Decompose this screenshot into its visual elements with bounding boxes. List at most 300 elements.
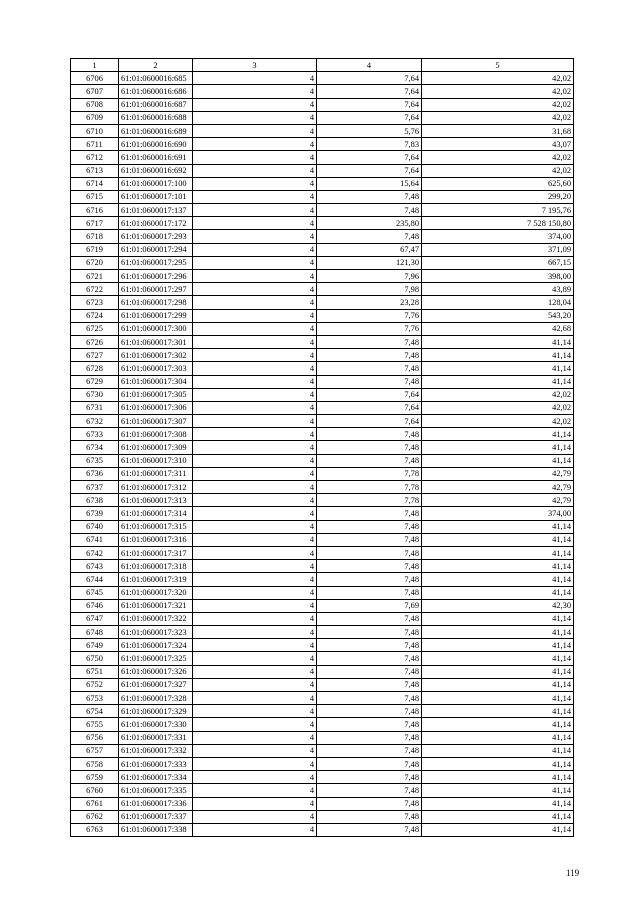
row-number-cell: 6760 [71, 784, 119, 797]
table-row [71, 296, 574, 309]
col5-cell: 374,00 [422, 507, 574, 520]
cadastral-number-cell: 61:01:0600017:336 [119, 797, 193, 810]
table-row [71, 204, 574, 217]
col4-cell: 7,64 [317, 151, 422, 164]
col5-cell: 42,02 [422, 388, 574, 401]
col4-cell: 7,48 [317, 507, 422, 520]
col4-cell: 7,48 [317, 705, 422, 718]
col5-cell: 41,14 [422, 546, 574, 559]
row-number-cell: 6758 [71, 757, 119, 770]
row-number-cell: 6726 [71, 335, 119, 348]
table-row [71, 797, 574, 810]
row-number-cell: 6759 [71, 771, 119, 784]
row-number-cell: 6740 [71, 520, 119, 533]
col5-cell: 43,89 [422, 283, 574, 296]
col5-cell: 41,14 [422, 823, 574, 836]
cadastral-number-cell: 61:01:0600017:311 [119, 467, 193, 480]
row-number-cell: 6733 [71, 428, 119, 441]
col3-cell: 4 [193, 810, 317, 823]
col3-cell: 4 [193, 771, 317, 784]
row-number-cell: 6721 [71, 270, 119, 283]
col5-cell: 41,14 [422, 560, 574, 573]
col4-cell: 7,98 [317, 283, 422, 296]
cadastral-number-cell: 61:01:0600017:324 [119, 639, 193, 652]
row-number-cell: 6719 [71, 243, 119, 256]
col3-cell: 4 [193, 823, 317, 836]
cadastral-number-cell: 61:01:0600017:172 [119, 217, 193, 230]
row-number-cell: 6761 [71, 797, 119, 810]
col5-cell: 42,02 [422, 164, 574, 177]
col4-cell: 7,48 [317, 731, 422, 744]
table-row [71, 639, 574, 652]
col4-cell: 7,48 [317, 441, 422, 454]
col3-cell: 4 [193, 533, 317, 546]
col5-cell: 41,14 [422, 810, 574, 823]
table-row [71, 692, 574, 705]
cadastral-number-cell: 61:01:0600017:313 [119, 494, 193, 507]
col4-cell: 23,28 [317, 296, 422, 309]
table-row [71, 124, 574, 137]
cadastral-number-cell: 61:01:0600016:686 [119, 85, 193, 98]
col3-cell: 4 [193, 243, 317, 256]
col5-cell: 41,14 [422, 692, 574, 705]
col4-cell: 7,64 [317, 111, 422, 124]
col3-cell: 4 [193, 256, 317, 269]
data-table [70, 58, 574, 837]
row-number-cell: 6720 [71, 256, 119, 269]
cadastral-number-cell: 61:01:0600017:307 [119, 415, 193, 428]
table-row [71, 256, 574, 269]
col4-cell: 7,48 [317, 349, 422, 362]
col5-cell: 42,02 [422, 151, 574, 164]
cadastral-number-cell: 61:01:0600017:305 [119, 388, 193, 401]
cadastral-number-cell: 61:01:0600017:329 [119, 705, 193, 718]
col5-cell: 42,79 [422, 467, 574, 480]
col5-cell: 42,79 [422, 481, 574, 494]
table-row [71, 626, 574, 639]
col4-cell: 7,48 [317, 586, 422, 599]
table-row [71, 507, 574, 520]
col3-cell: 4 [193, 744, 317, 757]
col3-cell: 4 [193, 586, 317, 599]
table-row [71, 731, 574, 744]
table-row [71, 111, 574, 124]
table-row [71, 784, 574, 797]
col4-cell: 7,64 [317, 415, 422, 428]
col5-cell: 398,00 [422, 270, 574, 283]
col4-cell: 7,48 [317, 375, 422, 388]
row-number-cell: 6743 [71, 560, 119, 573]
row-number-cell: 6757 [71, 744, 119, 757]
cadastral-number-cell: 61:01:0600017:332 [119, 744, 193, 757]
table-row [71, 98, 574, 111]
cadastral-number-cell: 61:01:0600017:316 [119, 533, 193, 546]
table-row [71, 744, 574, 757]
col5-cell: 41,14 [422, 520, 574, 533]
col5-cell: 41,14 [422, 652, 574, 665]
cadastral-number-cell: 61:01:0600017:304 [119, 375, 193, 388]
row-number-cell: 6752 [71, 678, 119, 691]
table-row [71, 243, 574, 256]
col4-cell: 67,47 [317, 243, 422, 256]
col4-cell: 7,48 [317, 362, 422, 375]
col3-cell: 4 [193, 507, 317, 520]
row-number-cell: 6722 [71, 283, 119, 296]
table-row [71, 665, 574, 678]
row-number-cell: 6713 [71, 164, 119, 177]
table-row [71, 309, 574, 322]
col3-cell: 4 [193, 388, 317, 401]
table-row [71, 757, 574, 770]
col3-cell: 4 [193, 494, 317, 507]
row-number-cell: 6712 [71, 151, 119, 164]
col5-cell: 41,14 [422, 731, 574, 744]
col5-cell: 41,14 [422, 533, 574, 546]
row-number-cell: 6753 [71, 692, 119, 705]
col4-cell: 7,48 [317, 546, 422, 559]
cadastral-number-cell: 61:01:0600017:335 [119, 784, 193, 797]
col3-cell: 4 [193, 296, 317, 309]
col5-cell: 41,14 [422, 573, 574, 586]
col4-cell: 7,64 [317, 72, 422, 85]
col5-cell: 41,14 [422, 375, 574, 388]
col4-cell: 7,64 [317, 85, 422, 98]
row-number-cell: 6749 [71, 639, 119, 652]
row-number-cell: 6745 [71, 586, 119, 599]
cadastral-number-cell: 61:01:0600017:330 [119, 718, 193, 731]
col5-cell: 41,14 [422, 454, 574, 467]
page-number: 119 [566, 868, 580, 878]
col4-cell: 7,48 [317, 797, 422, 810]
col5-cell: 41,14 [422, 586, 574, 599]
col5-cell: 41,14 [422, 757, 574, 770]
col3-cell: 4 [193, 98, 317, 111]
col4-cell: 7,78 [317, 467, 422, 480]
col4-cell: 7,48 [317, 639, 422, 652]
col4-cell: 7,48 [317, 520, 422, 533]
col3-cell: 4 [193, 718, 317, 731]
col4-cell: 7,48 [317, 573, 422, 586]
cadastral-number-cell: 61:01:0600017:317 [119, 546, 193, 559]
col4-cell: 7,64 [317, 401, 422, 414]
col4-cell: 15,64 [317, 177, 422, 190]
cadastral-number-cell: 61:01:0600017:315 [119, 520, 193, 533]
table-row [71, 454, 574, 467]
col3-cell: 4 [193, 467, 317, 480]
col4-cell: 7,48 [317, 823, 422, 836]
table-row [71, 151, 574, 164]
col3-cell: 4 [193, 428, 317, 441]
col3-cell: 4 [193, 612, 317, 625]
table-row [71, 428, 574, 441]
cadastral-number-cell: 61:01:0600016:689 [119, 124, 193, 137]
col3-cell: 4 [193, 665, 317, 678]
row-number-cell: 6763 [71, 823, 119, 836]
row-number-cell: 6755 [71, 718, 119, 731]
cadastral-number-cell: 61:01:0600017:334 [119, 771, 193, 784]
col3-cell: 4 [193, 151, 317, 164]
row-number-cell: 6762 [71, 810, 119, 823]
col5-cell: 41,14 [422, 744, 574, 757]
col3-cell: 4 [193, 230, 317, 243]
col3-cell: 4 [193, 784, 317, 797]
table-row [71, 573, 574, 586]
col5-cell: 41,14 [422, 335, 574, 348]
col3-cell: 4 [193, 705, 317, 718]
cadastral-number-cell: 61:01:0600017:325 [119, 652, 193, 665]
table-row [71, 810, 574, 823]
col3-cell: 4 [193, 731, 317, 744]
cadastral-number-cell: 61:01:0600017:323 [119, 626, 193, 639]
table-row [71, 441, 574, 454]
col5-cell: 42,02 [422, 85, 574, 98]
cadastral-number-cell: 61:01:0600017:321 [119, 599, 193, 612]
col5-cell: 41,14 [422, 718, 574, 731]
cadastral-number-cell: 61:01:0600016:691 [119, 151, 193, 164]
cadastral-number-cell: 61:01:0600017:314 [119, 507, 193, 520]
col5-cell: 299,20 [422, 190, 574, 203]
col3-cell: 4 [193, 481, 317, 494]
col5-cell: 41,14 [422, 705, 574, 718]
col4-cell: 7,48 [317, 612, 422, 625]
col5-cell: 7 195,76 [422, 204, 574, 217]
row-number-cell: 6742 [71, 546, 119, 559]
cadastral-number-cell: 61:01:0600017:331 [119, 731, 193, 744]
col4-cell: 7,48 [317, 771, 422, 784]
row-number-cell: 6730 [71, 388, 119, 401]
col4-cell: 7,48 [317, 533, 422, 546]
col4-cell: 7,48 [317, 428, 422, 441]
col3-cell: 4 [193, 757, 317, 770]
col3-cell: 4 [193, 401, 317, 414]
col4-cell: 7,48 [317, 652, 422, 665]
cadastral-number-cell: 61:01:0600017:295 [119, 256, 193, 269]
col3-cell: 4 [193, 164, 317, 177]
cadastral-number-cell: 61:01:0600017:319 [119, 573, 193, 586]
cadastral-number-cell: 61:01:0600016:688 [119, 111, 193, 124]
cadastral-number-cell: 61:01:0600017:299 [119, 309, 193, 322]
col5-cell: 43,07 [422, 138, 574, 151]
cadastral-number-cell: 61:01:0600017:306 [119, 401, 193, 414]
col5-cell: 42,02 [422, 72, 574, 85]
table-row [71, 823, 574, 836]
col3-cell: 4 [193, 177, 317, 190]
cadastral-number-cell: 61:01:0600017:302 [119, 349, 193, 362]
row-number-cell: 6723 [71, 296, 119, 309]
table-row [71, 190, 574, 203]
col4-cell: 7,48 [317, 744, 422, 757]
row-number-cell: 6746 [71, 599, 119, 612]
col5-cell: 42,02 [422, 415, 574, 428]
col4-cell: 7,48 [317, 190, 422, 203]
table-row [71, 520, 574, 533]
column-header: 4 [317, 59, 422, 72]
col3-cell: 4 [193, 309, 317, 322]
col3-cell: 4 [193, 573, 317, 586]
col5-cell: 543,20 [422, 309, 574, 322]
cadastral-number-cell: 61:01:0600017:310 [119, 454, 193, 467]
cadastral-number-cell: 61:01:0600017:308 [119, 428, 193, 441]
row-number-cell: 6751 [71, 665, 119, 678]
row-number-cell: 6737 [71, 481, 119, 494]
cadastral-number-cell: 61:01:0600017:326 [119, 665, 193, 678]
col4-cell: 7,48 [317, 335, 422, 348]
col3-cell: 4 [193, 138, 317, 151]
col3-cell: 4 [193, 678, 317, 691]
col5-cell: 42,68 [422, 322, 574, 335]
cadastral-number-cell: 61:01:0600017:312 [119, 481, 193, 494]
col4-cell: 7,48 [317, 560, 422, 573]
table-row [71, 546, 574, 559]
table-row [71, 335, 574, 348]
col3-cell: 4 [193, 797, 317, 810]
row-number-cell: 6728 [71, 362, 119, 375]
col4-cell: 7,78 [317, 481, 422, 494]
row-number-cell: 6707 [71, 85, 119, 98]
col4-cell: 7,48 [317, 692, 422, 705]
cadastral-number-cell: 61:01:0600017:303 [119, 362, 193, 375]
col4-cell: 7,48 [317, 665, 422, 678]
row-number-cell: 6741 [71, 533, 119, 546]
col3-cell: 4 [193, 692, 317, 705]
col4-cell: 7,83 [317, 138, 422, 151]
cadastral-number-cell: 61:01:0600016:685 [119, 72, 193, 85]
row-number-cell: 6708 [71, 98, 119, 111]
col5-cell: 41,14 [422, 349, 574, 362]
col3-cell: 4 [193, 190, 317, 203]
col4-cell: 7,48 [317, 718, 422, 731]
table-row [71, 415, 574, 428]
col5-cell: 128,04 [422, 296, 574, 309]
col5-cell: 41,14 [422, 612, 574, 625]
column-header: 3 [193, 59, 317, 72]
col3-cell: 4 [193, 335, 317, 348]
col3-cell: 4 [193, 599, 317, 612]
table-row [71, 230, 574, 243]
cadastral-number-cell: 61:01:0600017:297 [119, 283, 193, 296]
row-number-cell: 6736 [71, 467, 119, 480]
col5-cell: 41,14 [422, 362, 574, 375]
row-number-cell: 6732 [71, 415, 119, 428]
col5-cell: 42,30 [422, 599, 574, 612]
row-number-cell: 6731 [71, 401, 119, 414]
table-row [71, 599, 574, 612]
cadastral-number-cell: 61:01:0600017:333 [119, 757, 193, 770]
table-row [71, 217, 574, 230]
row-number-cell: 6738 [71, 494, 119, 507]
cadastral-number-cell: 61:01:0600016:690 [119, 138, 193, 151]
col3-cell: 4 [193, 85, 317, 98]
col5-cell: 42,79 [422, 494, 574, 507]
col3-cell: 4 [193, 441, 317, 454]
col3-cell: 4 [193, 652, 317, 665]
col5-cell: 31,68 [422, 124, 574, 137]
col4-cell: 235,80 [317, 217, 422, 230]
row-number-cell: 6715 [71, 190, 119, 203]
col5-cell: 41,14 [422, 665, 574, 678]
table-row [71, 467, 574, 480]
table-row [71, 283, 574, 296]
column-header: 5 [422, 59, 574, 72]
table-body [71, 59, 574, 837]
col5-cell: 42,02 [422, 98, 574, 111]
col5-cell: 41,14 [422, 797, 574, 810]
cadastral-number-cell: 61:01:0600017:320 [119, 586, 193, 599]
row-number-cell: 6756 [71, 731, 119, 744]
row-number-cell: 6754 [71, 705, 119, 718]
cadastral-number-cell: 61:01:0600017:293 [119, 230, 193, 243]
col3-cell: 4 [193, 415, 317, 428]
row-number-cell: 6748 [71, 626, 119, 639]
col4-cell: 7,48 [317, 454, 422, 467]
col3-cell: 4 [193, 283, 317, 296]
cadastral-number-cell: 61:01:0600017:301 [119, 335, 193, 348]
cadastral-number-cell: 61:01:0600017:137 [119, 204, 193, 217]
table-row [71, 164, 574, 177]
col4-cell: 7,64 [317, 164, 422, 177]
table-row [71, 177, 574, 190]
col3-cell: 4 [193, 72, 317, 85]
table-row [71, 270, 574, 283]
col3-cell: 4 [193, 626, 317, 639]
row-number-cell: 6710 [71, 124, 119, 137]
table-row [71, 678, 574, 691]
row-number-cell: 6717 [71, 217, 119, 230]
col3-cell: 4 [193, 349, 317, 362]
table-row [71, 362, 574, 375]
row-number-cell: 6725 [71, 322, 119, 335]
table-row [71, 494, 574, 507]
cadastral-number-cell: 61:01:0600017:294 [119, 243, 193, 256]
col3-cell: 4 [193, 217, 317, 230]
table-row [71, 612, 574, 625]
row-number-cell: 6718 [71, 230, 119, 243]
table-row [71, 481, 574, 494]
row-number-cell: 6711 [71, 138, 119, 151]
col3-cell: 4 [193, 362, 317, 375]
col3-cell: 4 [193, 520, 317, 533]
table-row [71, 705, 574, 718]
col4-cell: 7,76 [317, 309, 422, 322]
col4-cell: 7,48 [317, 810, 422, 823]
cadastral-number-cell: 61:01:0600016:692 [119, 164, 193, 177]
cadastral-number-cell: 61:01:0600017:309 [119, 441, 193, 454]
col3-cell: 4 [193, 204, 317, 217]
col4-cell: 7,96 [317, 270, 422, 283]
row-number-cell: 6750 [71, 652, 119, 665]
col4-cell: 7,48 [317, 757, 422, 770]
col5-cell: 41,14 [422, 428, 574, 441]
col3-cell: 4 [193, 560, 317, 573]
col5-cell: 374,00 [422, 230, 574, 243]
col5-cell: 42,02 [422, 401, 574, 414]
row-number-cell: 6735 [71, 454, 119, 467]
col4-cell: 7,48 [317, 784, 422, 797]
col5-cell: 41,14 [422, 441, 574, 454]
table-row [71, 85, 574, 98]
col4-cell: 121,30 [317, 256, 422, 269]
col4-cell: 5,76 [317, 124, 422, 137]
cadastral-number-cell: 61:01:0600017:296 [119, 270, 193, 283]
table-row [71, 349, 574, 362]
col3-cell: 4 [193, 322, 317, 335]
table-row [71, 322, 574, 335]
col5-cell: 7 528 150,80 [422, 217, 574, 230]
col4-cell: 7,48 [317, 230, 422, 243]
cadastral-number-cell: 61:01:0600017:322 [119, 612, 193, 625]
row-number-cell: 6734 [71, 441, 119, 454]
col5-cell: 667,15 [422, 256, 574, 269]
